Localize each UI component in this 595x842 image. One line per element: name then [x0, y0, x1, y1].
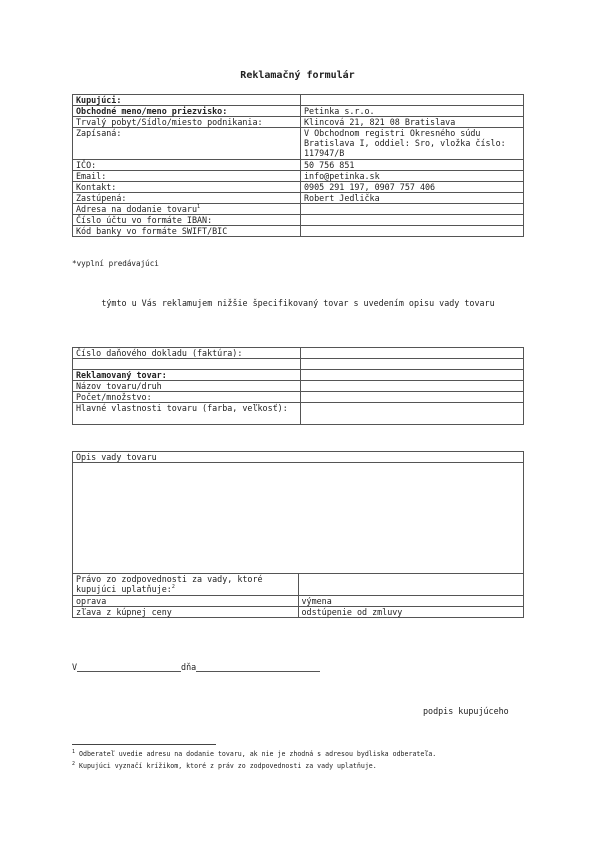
row-label: Trvalý pobyt/Sídlo/miesto podnikania: — [73, 117, 301, 128]
footnote-2 — [72, 762, 377, 770]
row-label: Názov tovaru/druh — [73, 381, 301, 392]
row-value: info@petinka.sk — [301, 171, 524, 182]
row-label: Kontakt: — [73, 182, 301, 193]
row-value[interactable] — [301, 403, 524, 425]
row-value: 50 756 851 — [301, 160, 524, 171]
row-label: Kód banky vo formáte SWIFT/BIC — [73, 226, 301, 237]
footnote-1 — [72, 750, 436, 758]
table-cell — [301, 359, 524, 370]
row-value[interactable] — [301, 204, 524, 215]
fill-note: *vyplní predávajúci — [72, 259, 159, 268]
row-label: Zapísaná: — [73, 128, 301, 160]
date-prefix: dňa — [181, 662, 197, 672]
date-field[interactable] — [196, 662, 320, 672]
row-label: IČO: — [73, 160, 301, 171]
row-value[interactable] — [301, 226, 524, 237]
footnote-ref: 1 — [197, 204, 201, 211]
option-repair[interactable]: oprava — [73, 596, 299, 607]
footnote-number: 1 — [72, 748, 76, 755]
row-value: V Obchodnom registri Okresného súdu Bratislava I, oddiel: Sro, vložka číslo: 117947/B — [301, 128, 524, 160]
rights-label-text: Právo zo zodpovednosti za vady, ktoré kupujúci uplatňuje: — [76, 574, 263, 594]
intro-text: týmto u Vás reklamujem nižšie špecifikovaný tovar s uvedením opisu vady tovaru — [101, 298, 495, 308]
footnote-text: Odberateľ uvedie adresu na dodanie tovaru, ak nie je zhodná s adresou bydliska odberateľa. — [79, 750, 437, 758]
row-label: Obchodné meno/meno priezvisko: — [73, 106, 301, 117]
footnote-divider — [72, 744, 216, 745]
invoice-value[interactable] — [301, 348, 524, 359]
invoice-label: Číslo daňového dokladu (faktúra): — [73, 348, 301, 359]
table-cell — [301, 370, 524, 381]
footnote-number: 2 — [72, 760, 76, 767]
table-cell — [298, 574, 524, 596]
defect-header: Opis vady tovaru — [73, 452, 524, 463]
footnote-text: Kupujúci vyznačí krížikom, ktoré z práv zo zodpovednosti za vady uplatňuje. — [79, 762, 377, 770]
footnote-ref: 2 — [171, 584, 175, 591]
buyer-header: Kupujúci: — [73, 95, 301, 106]
row-label: Číslo účtu vo formáte IBAN: — [73, 215, 301, 226]
rights-label — [73, 574, 299, 596]
option-withdrawal[interactable]: odstúpenie od zmluvy — [298, 607, 524, 618]
place-prefix: V — [72, 662, 78, 672]
row-value: Petinka s.r.o. — [301, 106, 524, 117]
row-label: Hlavné vlastnosti tovaru (farba, veľkosť): — [73, 403, 301, 425]
table-cell — [301, 95, 524, 106]
row-value: Robert Jedlička — [301, 193, 524, 204]
row-label: Počet/množstvo: — [73, 392, 301, 403]
option-replacement[interactable]: výmena — [298, 596, 524, 607]
row-value[interactable] — [301, 392, 524, 403]
row-label — [73, 204, 301, 215]
row-value[interactable] — [301, 215, 524, 226]
table-cell — [73, 359, 301, 370]
page-title: Reklamačný formulár — [240, 70, 355, 81]
goods-table — [72, 347, 524, 425]
goods-header: Reklamovaný tovar: — [73, 370, 301, 381]
place-field[interactable] — [77, 662, 181, 672]
row-value: Klincová 21, 821 08 Bratislava — [301, 117, 524, 128]
defect-description-area[interactable] — [73, 463, 524, 574]
row-value: 0905 291 197, 0907 757 406 — [301, 182, 524, 193]
row-label-text: Adresa na dodanie tovaru — [76, 204, 198, 214]
row-label: Zastúpená: — [73, 193, 301, 204]
buyer-table — [72, 94, 524, 237]
option-discount[interactable]: zľava z kúpnej ceny — [73, 607, 299, 618]
defect-table — [72, 451, 524, 618]
signature-label: podpis kupujúceho — [423, 706, 509, 716]
row-label: Email: — [73, 171, 301, 182]
place-date-line — [72, 662, 320, 672]
row-value[interactable] — [301, 381, 524, 392]
